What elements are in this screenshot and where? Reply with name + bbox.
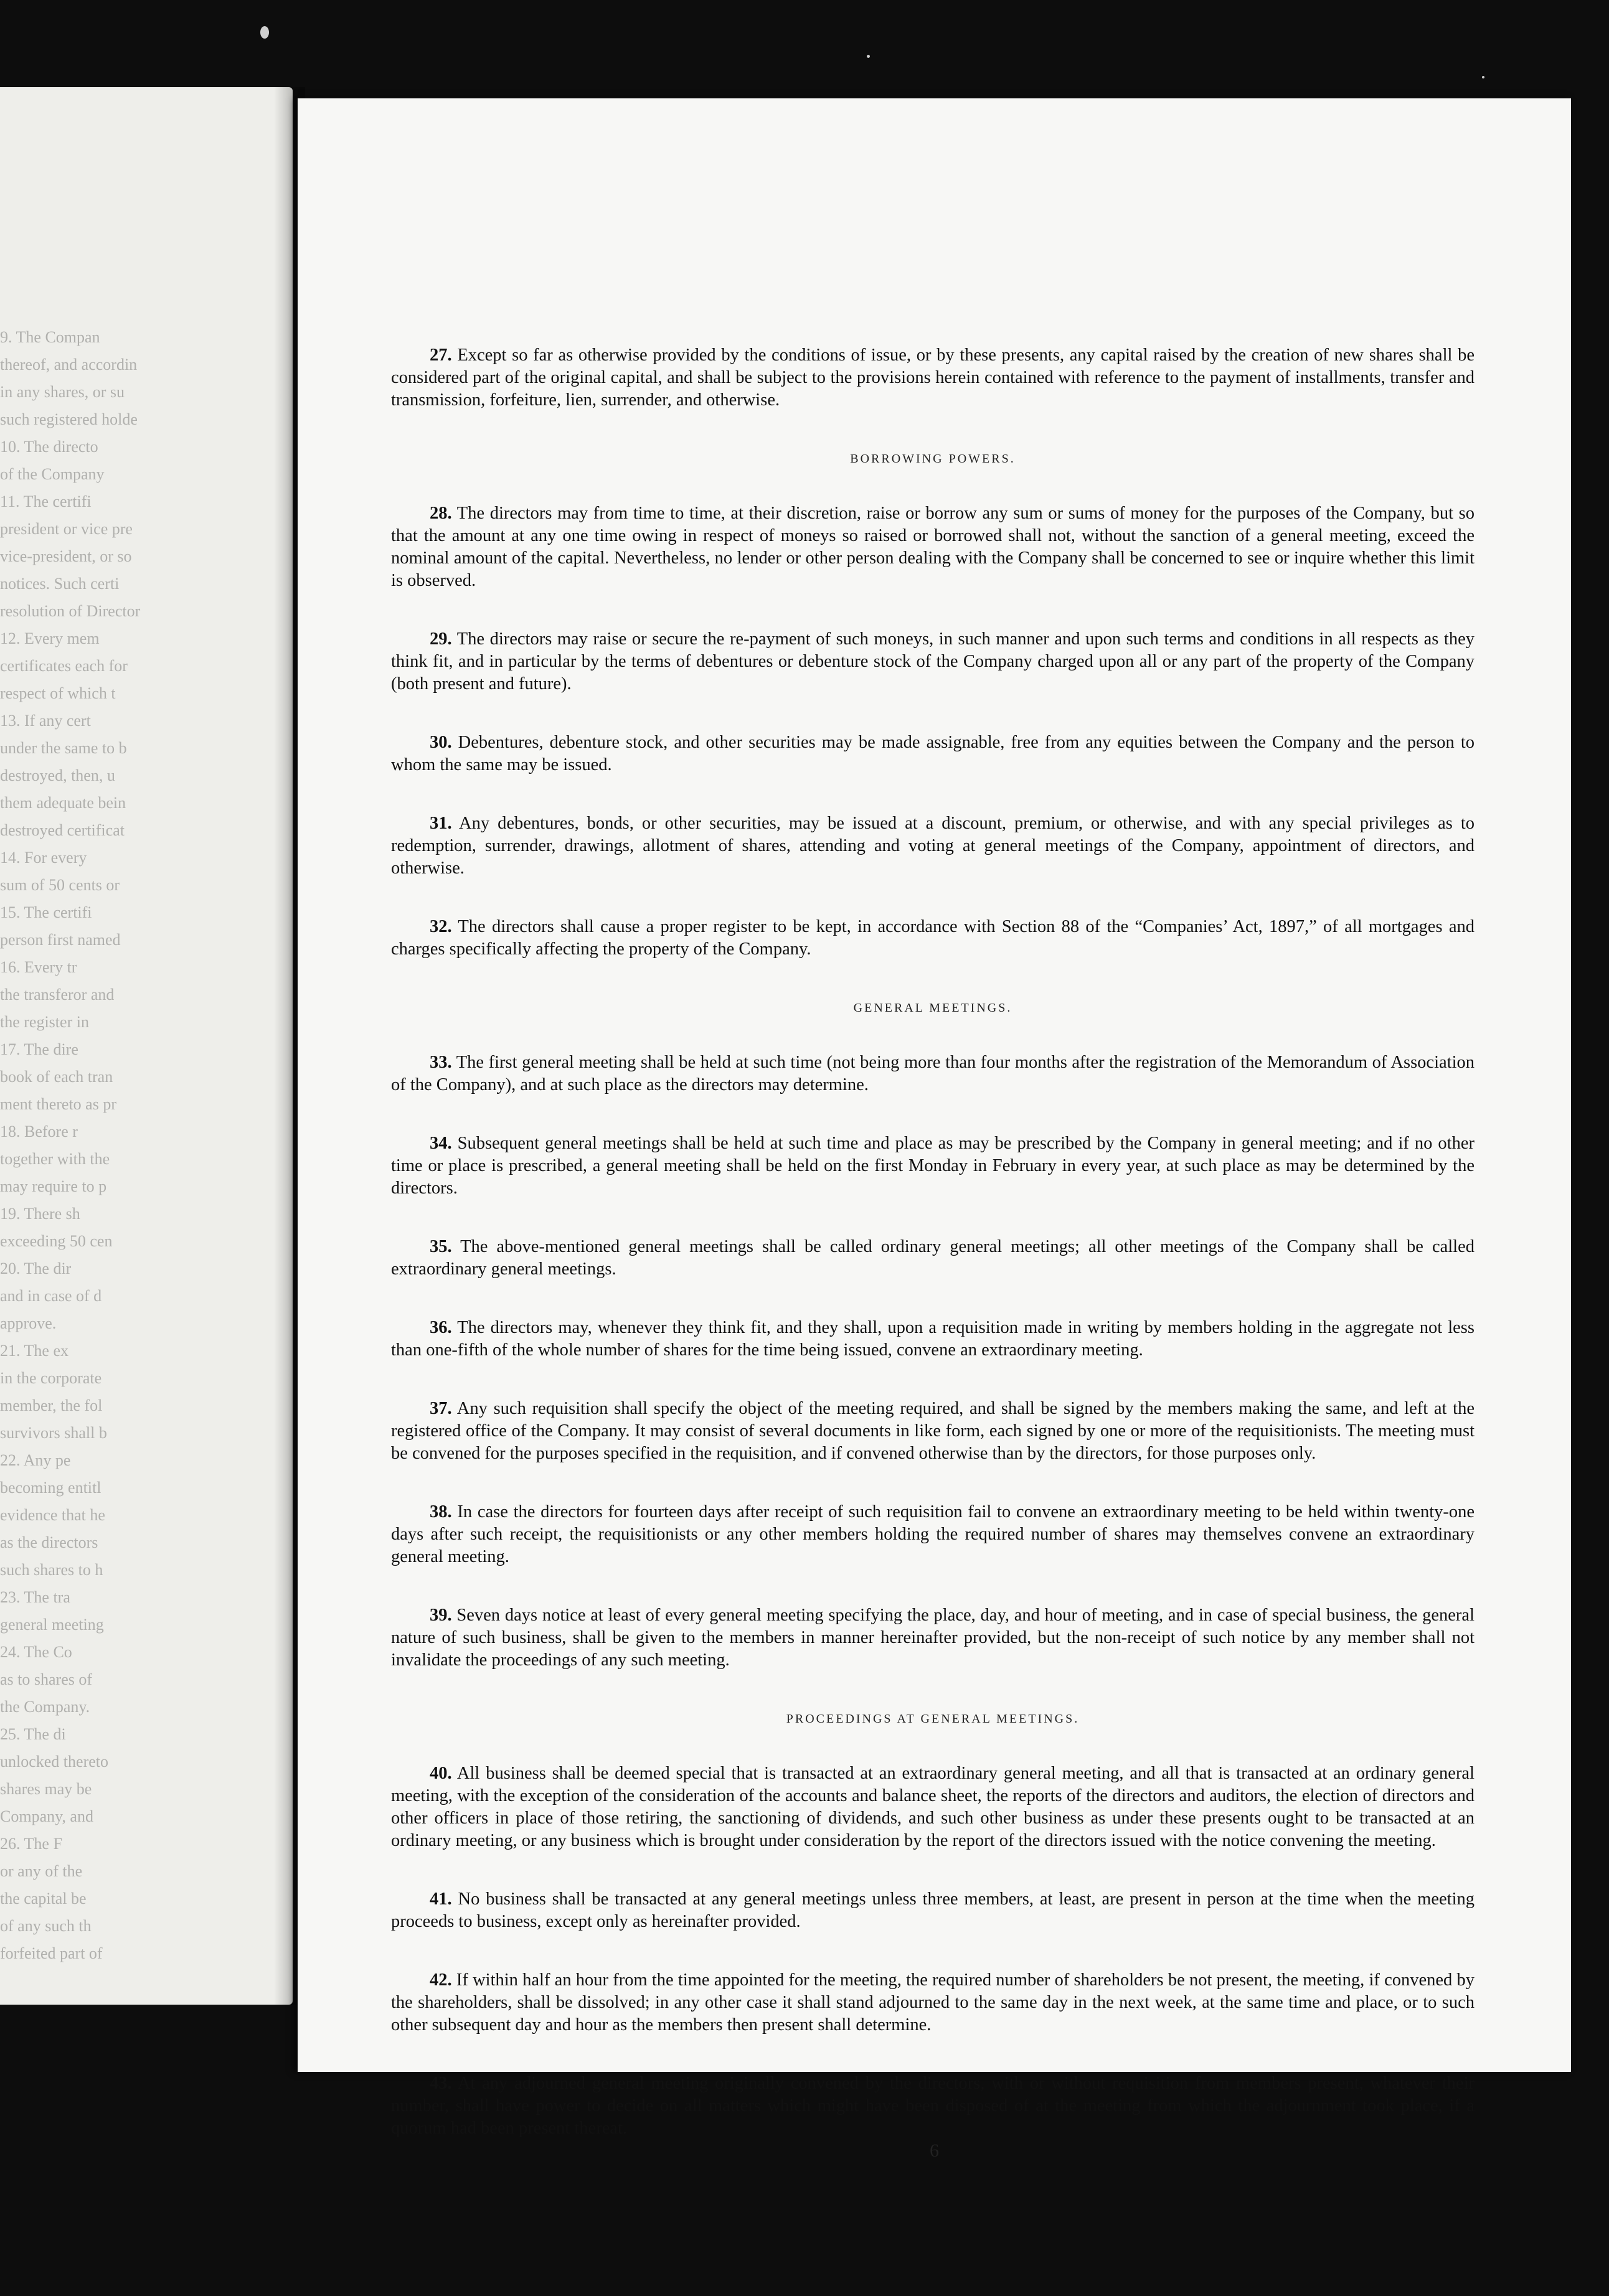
bleed-line: 13. If any cert [0, 712, 91, 730]
clause-paragraph [391, 1888, 1475, 1933]
bleed-line: of the Company [0, 465, 105, 483]
bleed-line: the capital be [0, 1889, 87, 1908]
clause-paragraph [391, 344, 1475, 412]
bleed-line: exceeding 50 cen [0, 1232, 113, 1250]
bleed-line: 20. The dir [0, 1259, 72, 1277]
clause-paragraph [391, 812, 1475, 880]
bleed-line: vice-president, or so [0, 547, 132, 565]
clause-paragraph [391, 1317, 1475, 1362]
bleed-line: and in case of d [0, 1287, 102, 1305]
bleed-line: survivors shall b [0, 1424, 107, 1442]
clause-number: 36. [430, 1318, 452, 1337]
bleed-line: ment thereto as pr [0, 1095, 116, 1113]
clause-number: 41. [430, 1889, 452, 1909]
bleed-line: 17. The dire [0, 1040, 78, 1058]
bleed-line: becoming entitl [0, 1479, 101, 1497]
bleed-line: such registered holde [0, 410, 138, 428]
clause-number: 31. [430, 814, 452, 833]
bleed-line: 11. The certifi [0, 492, 92, 510]
bleed-line: shares may be [0, 1780, 92, 1798]
bleed-line: destroyed, then, u [0, 766, 115, 784]
bleed-line: member, the fol [0, 1396, 103, 1414]
clause-text: The directors may raise or secure the re-payment of such moneys, in such manner and upon such terms and conditions in all respects as they think fit, and in particular by the terms of debentures or debenture stock of the Company charged upon all or any part of the property of the Company (both present and future). [391, 629, 1475, 694]
section-proceedings [391, 1762, 1475, 2140]
bleed-line: as to shares of [0, 1670, 93, 1688]
bleed-line: under the same to b [0, 739, 127, 757]
bleed-line: forfeited part of [0, 1944, 103, 1962]
clause-text: The directors shall cause a proper register to be kept, in accordance with Section 88 of the “Companies’ Act, 1897,” of all mortgages and charges specifically affecting the property of the Company. [391, 917, 1475, 959]
bleed-line: together with the [0, 1150, 110, 1168]
bleed-line: resolution of Director [0, 602, 141, 620]
bleed-line: sum of 50 cents or [0, 876, 120, 894]
heading-proceedings: PROCEEDINGS AT GENERAL MEETINGS. [786, 1712, 1080, 1726]
bleed-line: may require to p [0, 1177, 107, 1195]
section-general-meetings [391, 1052, 1475, 1672]
clause-paragraph [391, 2073, 1475, 2140]
bleed-line: person first named [0, 931, 121, 949]
bleed-line: general meeting [0, 1616, 104, 1634]
clause-text: If within half an hour from the time appointed for the meeting, the required number of shareholders be not present, the meeting, if convened by the shareholders, shall be dissolved; in any other case it shall stand adjourned to the same day in the next week, at the same time and place, or to such other subsequent day and hour as the members then present shall determine. [391, 1970, 1475, 2035]
bleed-line: 18. Before r [0, 1122, 78, 1141]
section-intro [391, 344, 1475, 412]
bleed-line: 9. The Compan [0, 328, 100, 346]
clause-paragraph [391, 1398, 1475, 1465]
clause-number: 43. [430, 2074, 452, 2093]
clause-paragraph [391, 1969, 1475, 2036]
bleed-line: the Company. [0, 1698, 90, 1716]
bleed-line: 22. Any pe [0, 1451, 71, 1469]
scan-speck [260, 26, 269, 39]
bleed-line: Company, and [0, 1807, 93, 1825]
section-borrowing-powers [391, 502, 1475, 961]
bleed-line: evidence that he [0, 1506, 105, 1524]
clause-text: At any adjourned general meeting originally convened by the directors, with or without requisition from members present, whatever their number, shall have power to decide on all matters which might have been disposed of at the meeting from which the adjournment took place, if a quorum had been present thereat. [391, 2074, 1475, 2138]
clause-number: 40. [430, 1764, 452, 1783]
bleed-line: them adequate bein [0, 794, 126, 812]
bleed-line: approve. [0, 1314, 57, 1332]
clause-number: 29. [430, 629, 452, 649]
bleed-line: respect of which t [0, 684, 116, 702]
bleed-line: president or vice pre [0, 520, 133, 538]
clause-number: 33. [430, 1053, 452, 1072]
clause-text: No business shall be transacted at any general meetings unless three members, at least, are present in person at the time when the meeting proceeds to business, except only as hereinafter provided. [391, 1889, 1475, 1931]
bleed-line: the transferor and [0, 986, 115, 1004]
bleed-line: 19. There sh [0, 1205, 80, 1223]
bleed-line: 25. The di [0, 1725, 66, 1743]
clause-paragraph [391, 916, 1475, 961]
clause-text: In case the directors for fourteen days after receipt of such requisition fail to convene an extraordinary meeting to be held within twenty-one days after such receipt, the requisitionists or any other members holding the required number of shares may themselves convene an extraordinary general meeting. [391, 1502, 1475, 1566]
clause-number: 30. [430, 733, 452, 752]
scan-speck [867, 55, 870, 58]
clause-number: 32. [430, 917, 452, 936]
clause-number: 35. [430, 1237, 452, 1256]
heading-borrowing-powers: BORROWING POWERS. [850, 452, 1016, 466]
clause-number: 39. [430, 1606, 452, 1625]
document-page [298, 98, 1571, 2161]
clause-text: Subsequent general meetings shall be held at such time and place as may be prescribed by the Company in general meeting; and if no other time or place is prescribed, a general meeting shall be held on the first Monday in February in every year, at such place as may be determined by the directors. [391, 1134, 1475, 1198]
bleed-line: such shares to h [0, 1561, 103, 1579]
bleed-line: in the corporate [0, 1369, 102, 1387]
clause-number: 34. [430, 1134, 452, 1153]
clause-text: Debentures, debenture stock, and other securities may be made assignable, free from any equities between the Company and the person to whom the same may be issued. [391, 733, 1475, 774]
bleed-line: 12. Every mem [0, 629, 100, 647]
bleed-line: 24. The Co [0, 1643, 72, 1661]
left-page-bleed-text [0, 324, 255, 2005]
clause-text: All business shall be deemed special that is transacted at an extraordinary general meeting, and all that is transacted at an ordinary general meeting, with the exception of the consideration of the accounts and balance sheet, the reports of the directors and auditors, the election of directors and other officers in place of those retiring, the sanctioning of dividends, and such other business as under these presents ought to be transacted at an ordinary meeting, or any business which is brought under consideration by the report of the directors issued with the notice convening the meeting. [391, 1764, 1475, 1850]
clause-text: Any debentures, bonds, or other securities, may be issued at a discount, premium, or otherwise, and with any special privileges as to redemption, surrender, drawings, allotment of shares, attending and voting at general meetings of the Company, appointment of directors, and otherwise. [391, 814, 1475, 878]
bleed-line: or any of the [0, 1862, 83, 1880]
page-body [391, 344, 1475, 2176]
bleed-line: 23. The tra [0, 1588, 70, 1606]
clause-text: The directors may, whenever they think fit, and they shall, upon a requisition made in writing by members holding in the aggregate not less than one-fifth of the whole number of shares for the time being issued, convene an extraordinary meeting. [391, 1318, 1475, 1360]
clause-paragraph [391, 1052, 1475, 1096]
clause-paragraph [391, 628, 1475, 695]
clause-paragraph [391, 732, 1475, 776]
clause-text: Seven days notice at least of every general meeting specifying the place, day, and hour of meeting, and in case of special business, the general nature of such business, shall be given to the members in manner hereinafter provided, but the non-receipt of such notice by any member shall not invalidate the proceedings of any such meeting. [391, 1606, 1475, 1670]
clause-paragraph [391, 1236, 1475, 1281]
clause-number: 37. [430, 1399, 452, 1418]
bleed-line: certificates each for [0, 657, 128, 675]
clause-number: 42. [430, 1970, 452, 1990]
bleed-line: the register in [0, 1013, 89, 1031]
bleed-line: destroyed certificat [0, 821, 125, 839]
bleed-line: 15. The certifi [0, 903, 92, 921]
clause-number: 38. [430, 1502, 452, 1522]
bleed-line: 26. The F [0, 1835, 62, 1853]
bleed-line: 16. Every tr [0, 958, 77, 976]
clause-number: 27. [430, 346, 452, 365]
bleed-line: thereof, and accordin [0, 355, 138, 374]
bleed-line: in any shares, or su [0, 383, 125, 401]
clause-paragraph [391, 1604, 1475, 1672]
clause-paragraph [391, 1762, 1475, 1852]
clause-paragraph [391, 502, 1475, 592]
clause-text: Except so far as otherwise provided by the conditions of issue, or by these presents, any capital raised by the creation of new shares shall be considered part of the original capital, and shall be subject to the provisions herein contained with reference to the payment of installments, transfer and transmission, forfeiture, lien, surrender, and otherwise. [391, 346, 1475, 410]
clause-paragraph [391, 1132, 1475, 1200]
clause-text: The directors may from time to time, at their discretion, raise or borrow any sum or sums of money for the purposes of the Company, but so that the amount at any one time owing in respect of moneys so raised or borrowed shall not, without the sanction of a general meeting, exceed the nominal amount of the capital. Nevertheless, no lender or other person dealing with the Company shall be concerned to see or inquire whether this limit is observed. [391, 504, 1475, 590]
bleed-line: as the directors [0, 1533, 98, 1551]
clause-number: 28. [430, 504, 452, 523]
clause-paragraph [391, 1501, 1475, 1568]
scan-speck [1482, 76, 1484, 78]
bleed-line: of any such th [0, 1917, 92, 1935]
clause-text: The first general meeting shall be held at such time (not being more than four months after the registration of the Memorandum of Association of the Company), and at such place as the directors may determine. [391, 1053, 1475, 1094]
bleed-line: 14. For every [0, 849, 87, 867]
page-number: 6 [930, 2140, 939, 2161]
clause-text: Any such requisition shall specify the object of the meeting required, and shall be signed by the members making the same, and left at the registered office of the Company. It may consist of several documents in like form, each signed by one or more of the requisitionists. The meeting must be convened for the purposes specified in the requisition, and if convened otherwise than by the directors, for those purposes only. [391, 1399, 1475, 1463]
bleed-line: 21. The ex [0, 1342, 68, 1360]
clause-text: The above-mentioned general meetings shall be called ordinary general meetings; all other meetings of the Company shall be called extraordinary general meetings. [391, 1237, 1475, 1279]
heading-general-meetings: GENERAL MEETINGS. [853, 1001, 1012, 1015]
bleed-line: book of each tran [0, 1068, 113, 1086]
bleed-line: notices. Such certi [0, 575, 120, 593]
bleed-line: 10. The directo [0, 438, 98, 456]
bleed-line: unlocked thereto [0, 1753, 108, 1771]
